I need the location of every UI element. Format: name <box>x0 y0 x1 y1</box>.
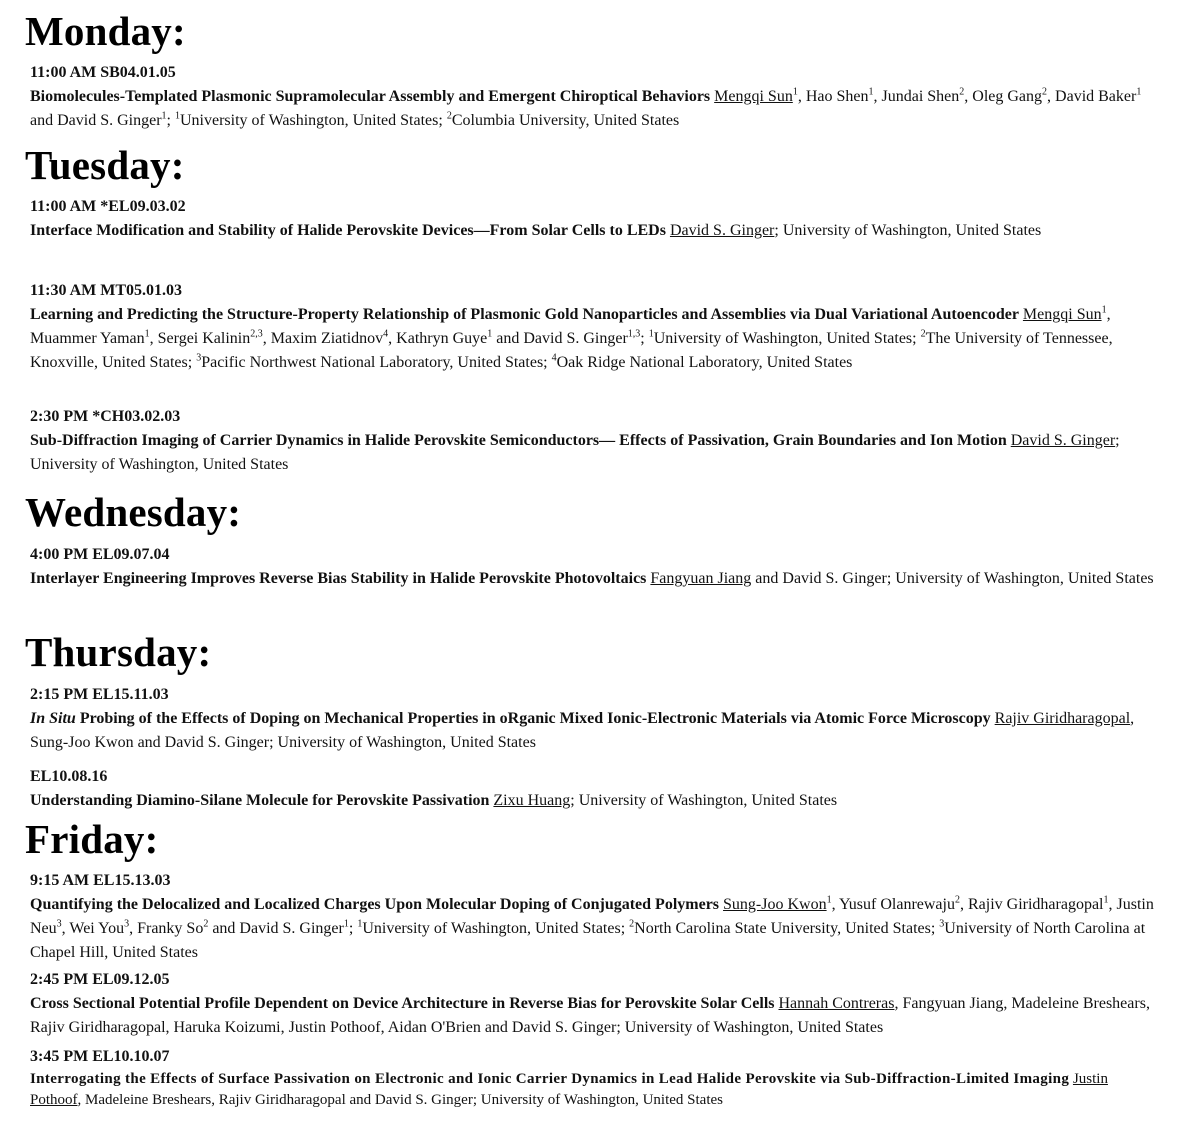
session-code: 2:45 PM EL09.12.05 <box>30 971 170 988</box>
author-list: $^1$, Yusuf Olanrewaju$^2$, Rajiv Giridharagopal$^1$, Justin Neu$^3$, Wei You$^3$, Franky So$^2$ and David S. Ginger$^1$; $^1$University of Washington, United States; $^2$North Carolina State University, United States; $^3$University of North Carolina at Chapel Hill, United States <box>30 894 1154 961</box>
presentation-entry <box>30 683 1155 755</box>
presenter-name: Rajiv Giridharagopal <box>994 710 1131 727</box>
day-heading-thursday: Thursday: <box>25 629 212 675</box>
presentation-entry <box>30 1045 1155 1111</box>
day-heading-wednesday: Wednesday: <box>25 489 242 535</box>
session-code: 2:15 PM EL15.11.03 <box>30 686 169 703</box>
session-code: EL10.08.16 <box>30 768 108 785</box>
day-heading-monday: Monday: <box>25 8 186 54</box>
presenter-name: Sung-Joo Kwon <box>723 896 827 913</box>
presentation-title: Quantifying the Delocalized and Localized Charges Upon Molecular Doping of Conjugated Polymers <box>30 896 720 913</box>
presentation-title: Interface Modification and Stability of Halide Perovskite Devices—From Solar Cells to LEDs <box>30 222 666 239</box>
presentation-entry <box>30 765 1155 813</box>
presenter-name: Zixu Huang <box>493 792 571 809</box>
presenter-name: Mengqi Sun <box>714 88 793 105</box>
author-list: ; University of Washington, United States <box>30 432 1120 473</box>
presenter-name: Fangyuan Jiang <box>650 570 752 587</box>
day-heading-tuesday: Tuesday: <box>25 142 185 188</box>
presenter-name: Hannah Contreras <box>778 995 895 1012</box>
presentation-entry <box>30 405 1155 477</box>
session-code: 11:30 AM MT05.01.03 <box>30 282 182 299</box>
presentation-entry <box>30 195 1155 243</box>
presenter-name: Justin Pothoof <box>30 1071 1108 1108</box>
presenter-name: Mengqi Sun <box>1022 306 1102 323</box>
day-heading-friday: Friday: <box>25 816 159 862</box>
author-list: and David S. Ginger; University of Washington, United States <box>751 570 1154 587</box>
presentation-entry <box>30 968 1155 1040</box>
presentation-entry <box>30 543 1155 591</box>
presentation-title: Biomolecules-Templated Plasmonic Supramolecular Assembly and Emergent Chiroptical Behaviors <box>30 88 711 105</box>
author-list: $^1$, Hao Shen$^1$, Jundai Shen$^2$, Oleg Gang$^2$, David Baker$^1$ and David S. Ginger$^1$; $^1$University of Washington, United States; $^2$Columbia University, United States <box>30 86 1142 129</box>
author-list: , Madeleine Breshears, Rajiv Giridharagopal and David S. Ginger; University of Washington, United States <box>77 1092 723 1108</box>
author-list: ; University of Washington, United States <box>774 222 1042 239</box>
session-code: 9:15 AM EL15.13.03 <box>30 872 171 889</box>
author-list: , Fangyuan Jiang, Madeleine Breshears, Rajiv Giridharagopal, Haruka Koizumi, Justin Pothoof, Aidan O'Brien and David S. Ginger; University of Washington, United States <box>30 995 1150 1036</box>
presentation-title: Interrogating the Effects of Surface Passivation on Electronic and Ionic Carrier Dynamics in Lead Halide Perovskite via Sub-Diffraction-Limited Imaging <box>30 1071 1070 1087</box>
presentation-entry <box>30 279 1155 375</box>
author-list: $^1$, Muammer Yaman$^1$, Sergei Kalinin$^{2,3}$, Maxim Ziatidnov$^4$, Kathryn Guye$^1$ and David S. Ginger$^{1,3}$; $^1$University of Washington, United States; $^2$The University of Tennessee, Knoxville, United States; $^3$Pacific Northwest National Laboratory, United States; $^4$Oak Ridge National Laboratory, United States <box>30 304 1113 371</box>
presentation-entry <box>30 869 1155 965</box>
author-list: , Sung-Joo Kwon and David S. Ginger; University of Washington, United States <box>30 710 1135 751</box>
presenter-name: David S. Ginger <box>1010 432 1116 449</box>
presentation-title: Learning and Predicting the Structure-Property Relationship of Plasmonic Gold Nanoparticles and Assemblies via Dual Variational Autoencoder <box>30 306 1019 323</box>
author-list: ; University of Washington, United States <box>570 792 838 809</box>
session-code: 11:00 AM *EL09.03.02 <box>30 198 186 215</box>
presentation-title: Cross Sectional Potential Profile Dependent on Device Architecture in Reverse Bias for Perovskite Solar Cells <box>30 995 775 1012</box>
presentation-title: Interlayer Engineering Improves Reverse Bias Stability in Halide Perovskite Photovoltaics <box>30 570 647 587</box>
presenter-name: David S. Ginger <box>669 222 775 239</box>
session-code: 3:45 PM EL10.10.07 <box>30 1048 170 1065</box>
session-code: 2:30 PM *CH03.02.03 <box>30 408 181 425</box>
session-code: 11:00 AM SB04.01.05 <box>30 64 176 81</box>
session-code: 4:00 PM EL09.07.04 <box>30 546 170 563</box>
presentation-title: Sub-Diffraction Imaging of Carrier Dynamics in Halide Perovskite Semiconductors— Effects of Passivation, Grain Boundaries and Ion Motion <box>30 432 1007 449</box>
presentation-title: Understanding Diamino-Silane Molecule for Perovskite Passivation <box>30 792 490 809</box>
presentation-entry <box>30 61 1155 133</box>
presentation-title: In Situ Probing of the Effects of Doping on Mechanical Properties in oRganic Mixed Ionic-Electronic Materials via Atomic Force Microscopy <box>30 710 991 727</box>
